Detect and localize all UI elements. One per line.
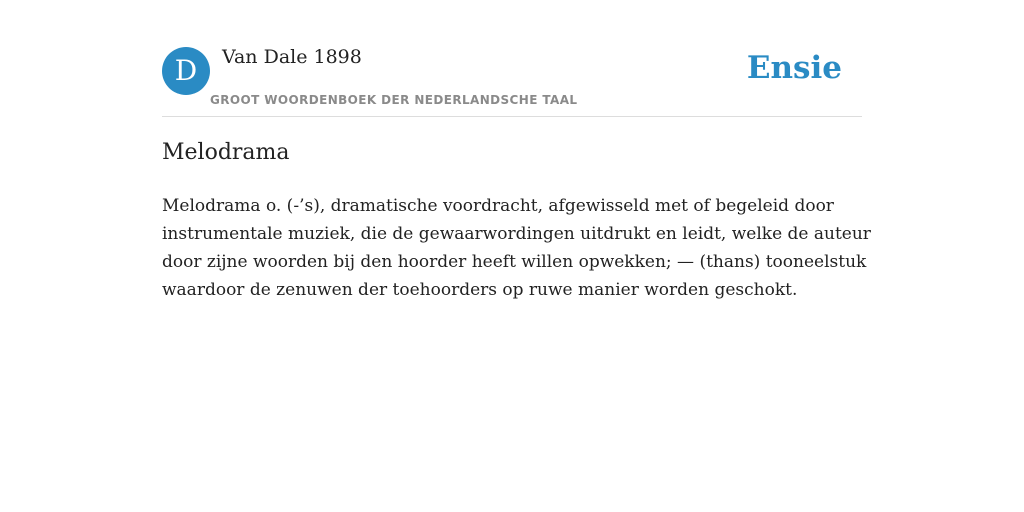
dictionary-header [162,46,862,117]
entry-title: Melodrama [162,140,290,165]
dictionary-subtitle: GROOT WOORDENBOEK DER NEDERLANDSCHE TAAL [210,93,578,107]
dictionary-avatar[interactable]: D [162,47,210,95]
dictionary-name[interactable]: Van Dale 1898 [222,46,362,68]
entry-definition: Melodrama o. (-’s), dramatische voordracht, afgewisseld met of begeleid door instrumentale muziek, die de gewaarwordingen uitdrukt en leidt, welke de auteur door zijne woorden bij den hoorder heeft willen opwekken; — (thans) tooneelstuk waardoor de zenuwen der toehoorders op ruwe manier worden geschokt. [162,196,871,300]
brand-logo[interactable]: Ensie [746,50,842,86]
